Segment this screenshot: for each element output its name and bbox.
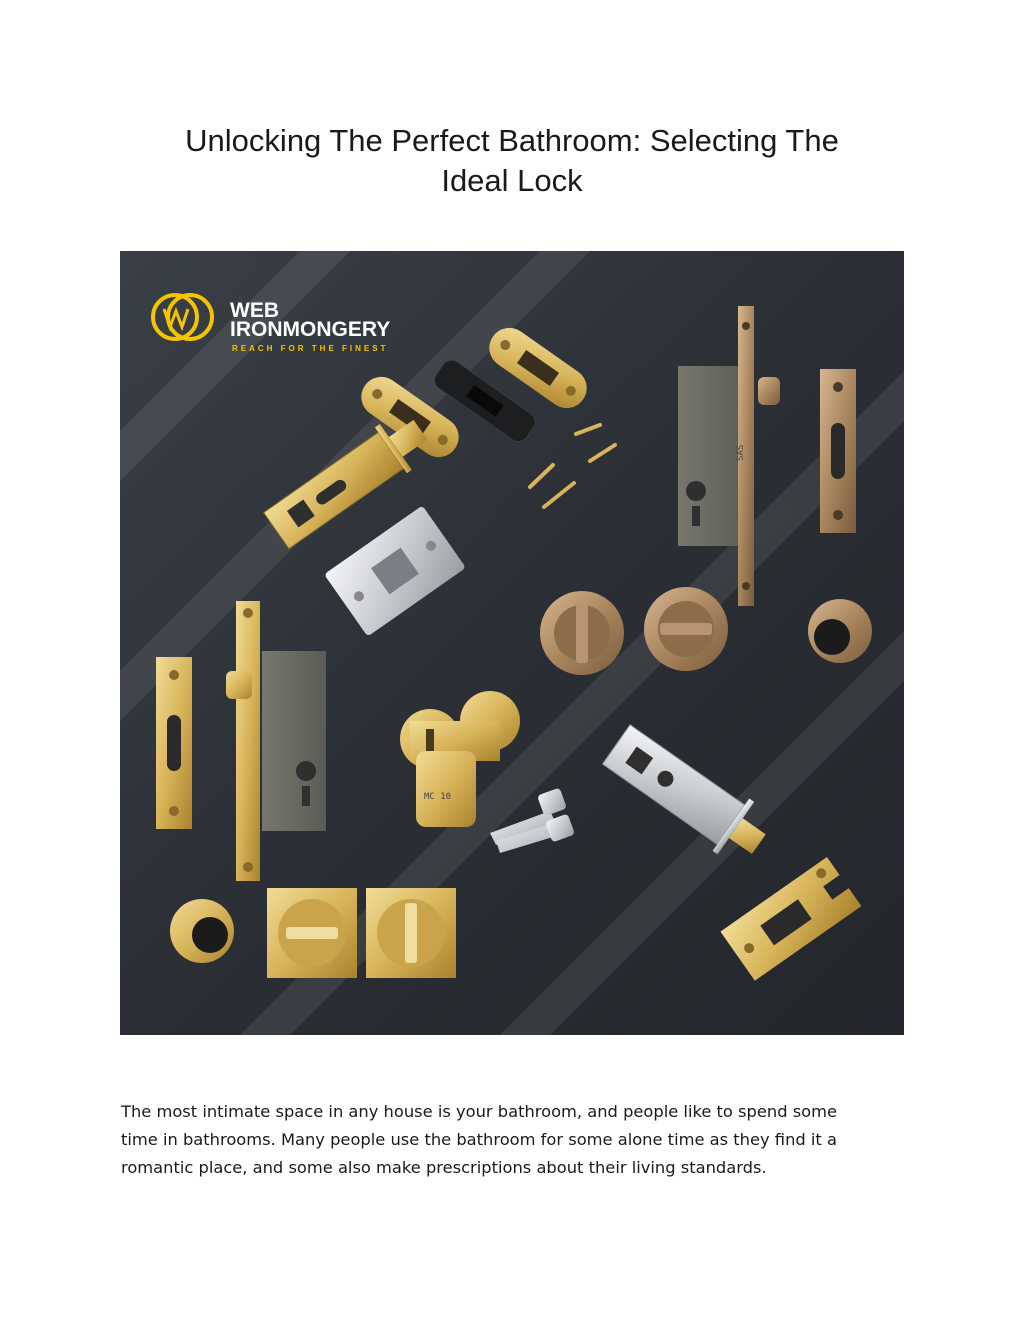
title-line-2: Ideal Lock [441,163,583,198]
paragraph-line-1: The most intimate space in any house is your bathroom, and people like to spend some [121,1102,838,1121]
logo-tagline: REACH FOR THE FINEST [232,344,389,353]
sash-stamp: SAS [736,444,746,461]
paragraph-line-2: time in bathrooms. Many people use the bathroom for some alone time as they find it a [121,1130,837,1149]
title-line-1: Unlocking The Perfect Bathroom: Selecting The [185,123,839,158]
product-photo [120,251,904,1035]
lock-hardware-collage [120,251,904,1035]
logo-line1: WEB [230,299,279,322]
page-title [120,121,904,201]
intro-paragraph [121,1098,881,1182]
cylinder-stamp: MC 10 [424,792,452,802]
paragraph-line-3: romantic place, and some also make prescriptions about their living standards. [121,1158,767,1177]
logo-line2: IRONMONGERY [230,318,391,341]
